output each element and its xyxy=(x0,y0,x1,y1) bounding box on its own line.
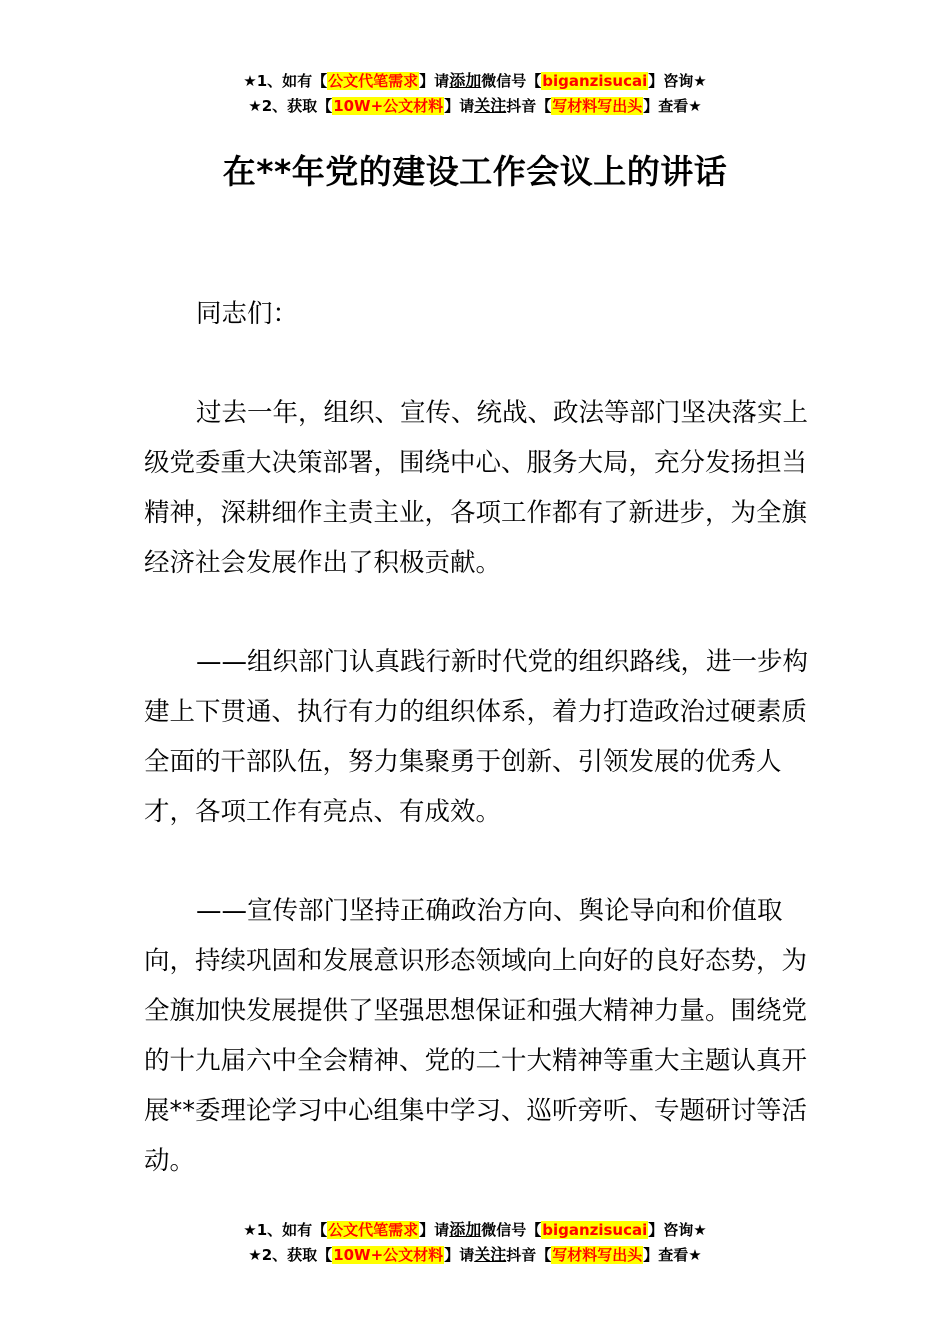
banner-text: 】咨询★ xyxy=(648,1221,707,1239)
highlight-wechat-id: biganzisucai xyxy=(542,72,648,90)
banner-text: 】请 xyxy=(419,1221,450,1239)
banner-line-2 xyxy=(0,1242,950,1267)
underlined-word: 添加 xyxy=(449,1220,482,1239)
banner-text: ★2、获取【 xyxy=(248,97,333,115)
document-title: 在**年党的建设工作会议上的讲话 xyxy=(222,152,728,191)
highlight-materials: 10W+公文材料 xyxy=(333,1246,444,1264)
banner-text: 微信号【 xyxy=(481,1221,542,1239)
underlined-word: 添加 xyxy=(449,71,482,90)
highlight-douyin-account: 写材料写出头 xyxy=(552,1246,643,1264)
banner-text: ★1、如有【 xyxy=(243,72,328,90)
highlight-douyin-account: 写材料写出头 xyxy=(552,97,643,115)
highlight-service: 公文代笔需求 xyxy=(328,72,419,90)
banner-text: 】查看★ xyxy=(643,97,702,115)
banner-text: ★1、如有【 xyxy=(243,1221,328,1239)
underlined-word: 关注 xyxy=(474,1245,507,1264)
banner-line-2 xyxy=(0,93,950,118)
paragraph-2: ——组织部门认真践行新时代党的组织路线，进一步构建上下贯通、执行有力的组织体系，着力打造政治过硬素质全面的干部队伍，努力集聚勇于创新、引领发展的优秀人才，各项工作有亮点、有成效。 xyxy=(144,647,809,827)
paragraph-3: ——宣传部门坚持正确政治方向、舆论导向和价值取向，持续巩固和发展意识形态领域向上向好的良好态势，为全旗加快发展提供了坚强思想保证和强大精神力量。围绕党的十九届六中全会精神、党的二十大精神等重大主题认真开展**委理论学习中心组集中学习、巡听旁听、专题研讨等活动。 xyxy=(144,896,808,1176)
salutation: 同志们： xyxy=(196,299,299,329)
top-banner xyxy=(0,68,950,118)
banner-text: ★2、获取【 xyxy=(248,1246,333,1264)
banner-text: 抖音【 xyxy=(506,97,552,115)
highlight-materials: 10W+公文材料 xyxy=(333,97,444,115)
banner-text: 】查看★ xyxy=(643,1246,702,1264)
highlight-wechat-id: biganzisucai xyxy=(542,1221,648,1239)
banner-text: 】请 xyxy=(444,1246,475,1264)
banner-text: 微信号【 xyxy=(481,72,542,90)
underlined-word: 关注 xyxy=(474,96,507,115)
banner-text: 抖音【 xyxy=(506,1246,552,1264)
banner-text: 】咨询★ xyxy=(648,72,707,90)
banner-text: 】请 xyxy=(444,97,475,115)
paragraph-1: 过去一年，组织、宣传、统战、政法等部门坚决落实上级党委重大决策部署，围绕中心、服务大局，充分发扬担当精神，深耕细作主责主业，各项工作都有了新进步，为全旗经济社会发展作出了积极贡献。 xyxy=(144,398,809,578)
banner-line-1 xyxy=(0,1217,950,1242)
banner-text: 】请 xyxy=(419,72,450,90)
bottom-banner xyxy=(0,1217,950,1267)
highlight-service: 公文代笔需求 xyxy=(328,1221,419,1239)
banner-line-1 xyxy=(0,68,950,93)
